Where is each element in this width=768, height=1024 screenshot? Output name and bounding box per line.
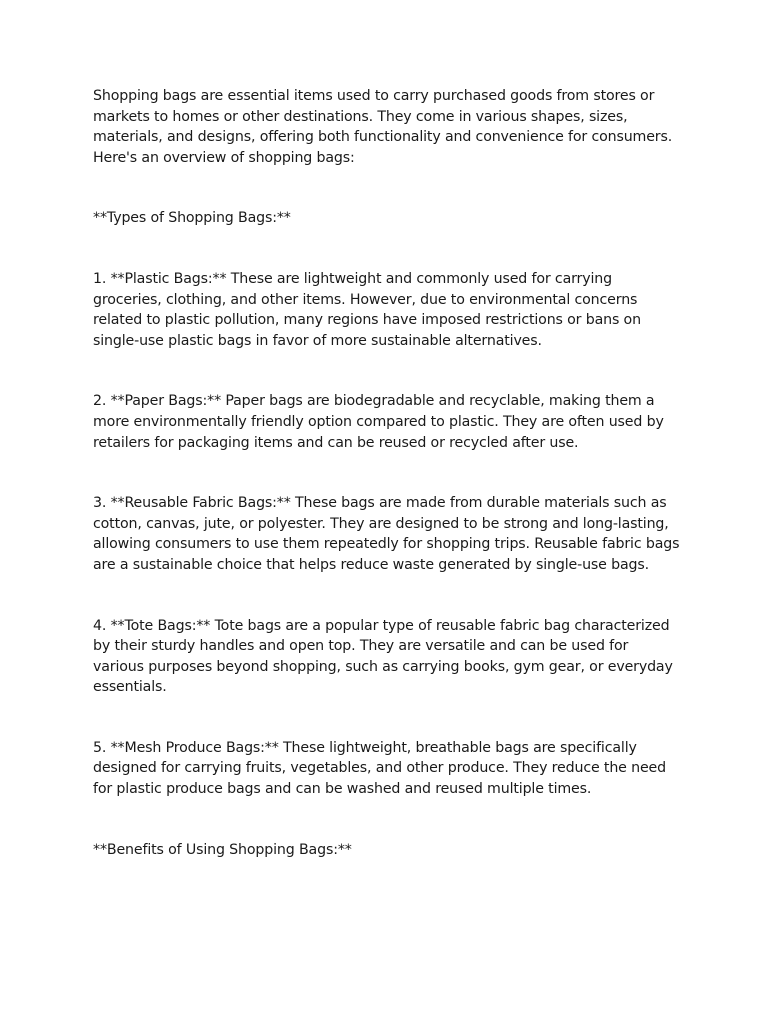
intro-paragraph: Shopping bags are essential items used to carry purchased goods from stores or markets to homes or other destinations. They come in various shapes, sizes, materials, and designs, offering both functionality and convenience for consumers. Here's an overview of shopping bags:	[93, 88, 673, 166]
document-page	[93, 86, 683, 900]
list-item-mesh-produce-bags: 5. **Mesh Produce Bags:** These lightweight, breathable bags are specifically designed for carrying fruits, vegetables, and other produce. They reduce the need for plastic produce bags and can be washed and reused multiple times.	[93, 739, 666, 798]
list-item-reusable-fabric-bags: 3. **Reusable Fabric Bags:** These bags are made from durable materials such as cotton, canvas, jute, or polyester. They are designed to be strong and long-lasting, allowing consumers to use them repeatedly for shopping trips. Reusable fabric bags are a sustainable choice that helps reduce waste generated by single-use bags.	[93, 495, 680, 573]
list-item-paper-bags: 2. **Paper Bags:** Paper bags are biodegradable and recyclable, making them a more environmentally friendly option compared to plastic. They are often used by retailers for packaging items and can be reused or recycled after use.	[93, 393, 664, 451]
list-item-plastic-bags: 1. **Plastic Bags:** These are lightweight and commonly used for carrying groceries, clothing, and other items. However, due to environmental concerns related to plastic pollution, many regions have imposed restrictions or bans on single-use plastic bags in favor of more sustainable alternatives.	[93, 270, 641, 349]
types-heading: **Types of Shopping Bags:**	[93, 210, 291, 227]
benefits-heading: **Benefits of Using Shopping Bags:**	[93, 841, 352, 858]
list-item-tote-bags: 4. **Tote Bags:** Tote bags are a popular type of reusable fabric bag characterized by their sturdy handles and open top. They are versatile and can be used for various purposes beyond shopping, such as carrying books, gym gear, or everyday essentials.	[93, 617, 673, 696]
